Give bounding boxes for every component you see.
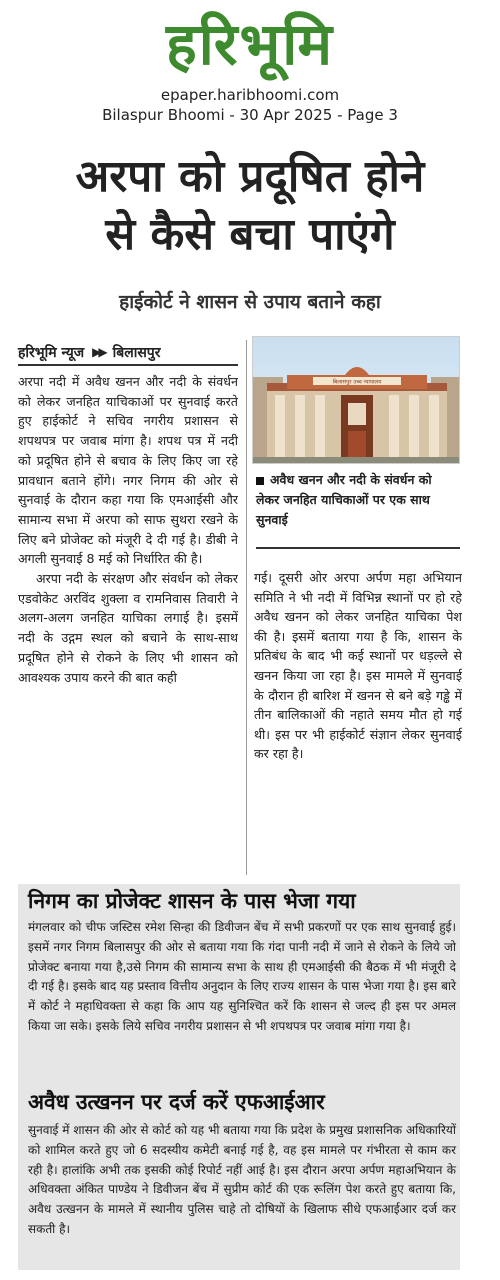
caption-text: अवैध खनन और नदी के संवर्धन को लेकर जनहित याचिकाओं पर एक साथ सुनवाई xyxy=(256,472,432,527)
sidebar-box xyxy=(18,884,460,1270)
byline-source: हरिभूमि न्यूज xyxy=(18,344,85,361)
edition-info: Bilaspur Bhoomi - 30 Apr 2025 - Page 3 xyxy=(102,106,398,124)
play-arrows-icon: ▶▶ xyxy=(92,345,105,359)
byline-place: बिलासपुर xyxy=(112,344,161,361)
article-column-1 xyxy=(18,372,238,877)
newspaper-logo: हरिभूमि xyxy=(165,10,335,78)
caption-divider xyxy=(256,547,460,549)
headline-line-1: अरपा को प्रदूषित होने xyxy=(75,151,425,202)
box-paragraph-1: मंगलवार को चीफ जस्टिस रमेश सिन्हा की डिवीजन बेंच में सभी प्रकरणों पर एक साथ सुनवाई हुई। इसमें नगर निगम बिलासपुर की ओर से बताया गया कि गंदा पानी नदी में जाने से रोकने के लिये जो प्रोजेक्ट बनाया गया है,उसे निगम की सामान्य सभा के साथ ही एमआईसी की बैठक में भी मंजूरी दे दी गई है। इसके बाद यह प्रस्ताव वित्तीय अनुदान के लिए राज्य शासन के पास भेजा गया है। इस बारे में कोर्ट ने महाधिवक्ता से कहा कि आप यह सुनिश्चित करें कि शासन से जल्द ही इस पर अमल किया जा सके। इसके लिये सचिव नगरीय प्रशासन से भी शपथपत्र पर जवाब मांगा गया है। xyxy=(28,920,456,1033)
column-1-paragraph-2: अरपा नदी के संरक्षण और संवर्धन को लेकर एडवोकेट अरविंद शुक्ला व रामनिवास तिवारी ने अलग-अलग जनहित याचिका लगाई है। इसमें नदी के उद्गम स्थल को बचाने के साथ-साथ प्रदूषित होने से रोकने के लिए भी शासन को आवश्यक उपाय करने की बात कही xyxy=(18,571,238,685)
headline-line-2: से कैसे बचा पाएंगे xyxy=(105,209,395,260)
photo-caption xyxy=(256,470,456,530)
article-column-2 xyxy=(254,568,462,873)
site-url[interactable]: epaper.haribhoomi.com xyxy=(160,86,340,104)
high-court-photo xyxy=(252,336,460,464)
column-2-paragraph-1: गई। दूसरी ओर अरपा अर्पण महा अभियान समिति ने भी नदी में विभिन्न स्थानों पर हो रहे अवैध खनन को लेकर जनहित याचिका पेश की है। इसमें बताया गया है कि, शासन के प्रतिबंध के बाद भी कई स्थानों पर धड़ल्ले से खनन किया जा रहा है। इस मामले में सुनवाई के दौरान ही बारिश में खनन से बने बड़े गड्ढे में तीन बालिकाओं की नहाते समय मौत हो गई थी। इस पर भी हाईकोर्ट संज्ञान लेकर सुनवाई कर रहा है। xyxy=(254,570,462,762)
subheadline: हाईकोर्ट ने शासन से उपाय बताने कहा xyxy=(119,291,381,313)
headline xyxy=(10,148,490,264)
box-heading-2: अवैध उत्खनन पर दर्ज करें एफआईआर xyxy=(28,1090,325,1114)
box-heading-1: निगम का प्रोजेक्ट शासन के पास भेजा गया xyxy=(28,889,356,913)
column-divider xyxy=(246,340,247,875)
court-building-illustration xyxy=(253,337,460,464)
caption-bullet-icon xyxy=(256,477,264,485)
box-paragraph-2: सुनवाई में शासन की ओर से कोर्ट को यह भी बताया गया कि प्रदेश के प्रमुख प्रशासनिक अधिकारियों को शामिल करते हुए जो 6 सदस्यीय कमेटी बनाई गई है, वह इस मामले पर गंभीरता से काम कर रही है। हालांकि अभी तक इसकी कोई रिपोर्ट नहीं आई है। इस दौरान अरपा अर्पण महाअभियान के अधिवक्ता अंकित पाण्डेय ने डिवीजन बेंच में सुप्रीम कोर्ट की एक रूलिंग पेश करते हुए बताया कि, अवैध उत्खनन के मामले में स्थानीय पुलिस चाहे तो दोषियों के खिलाफ सीधे एफआईआर दर्ज कर सकती है। xyxy=(28,1123,456,1236)
masthead xyxy=(0,0,500,132)
court-signboard-text: बिलासपुर उच्च न्यायालय xyxy=(332,379,382,386)
column-1-paragraph-1: अरपा नदी में अवैध खनन और नदी के संवर्धन को लेकर जनहित याचिकाओं पर सुनवाई करते हुए हाईकोर्ट ने सचिव नगरीय प्रशासन से शपथपत्र पर जवाब मांगा है। शपथ पत्र में नदी को प्रदूषित होने से बचाव के लिए किए जा रहे प्रावधान बताने होंगे। नगर निगम की ओर से सुनवाई के दौरान कहा गया कि एमआईसी और सामान्य सभा में अरपा को साफ सुथरा रखने के लिए बने प्रोजेक्ट को मंजूरी दे दी गई है। डीबी ने अगली सुनवाई 8 मई को निर्धारित की है। xyxy=(18,374,238,567)
byline xyxy=(18,340,238,366)
